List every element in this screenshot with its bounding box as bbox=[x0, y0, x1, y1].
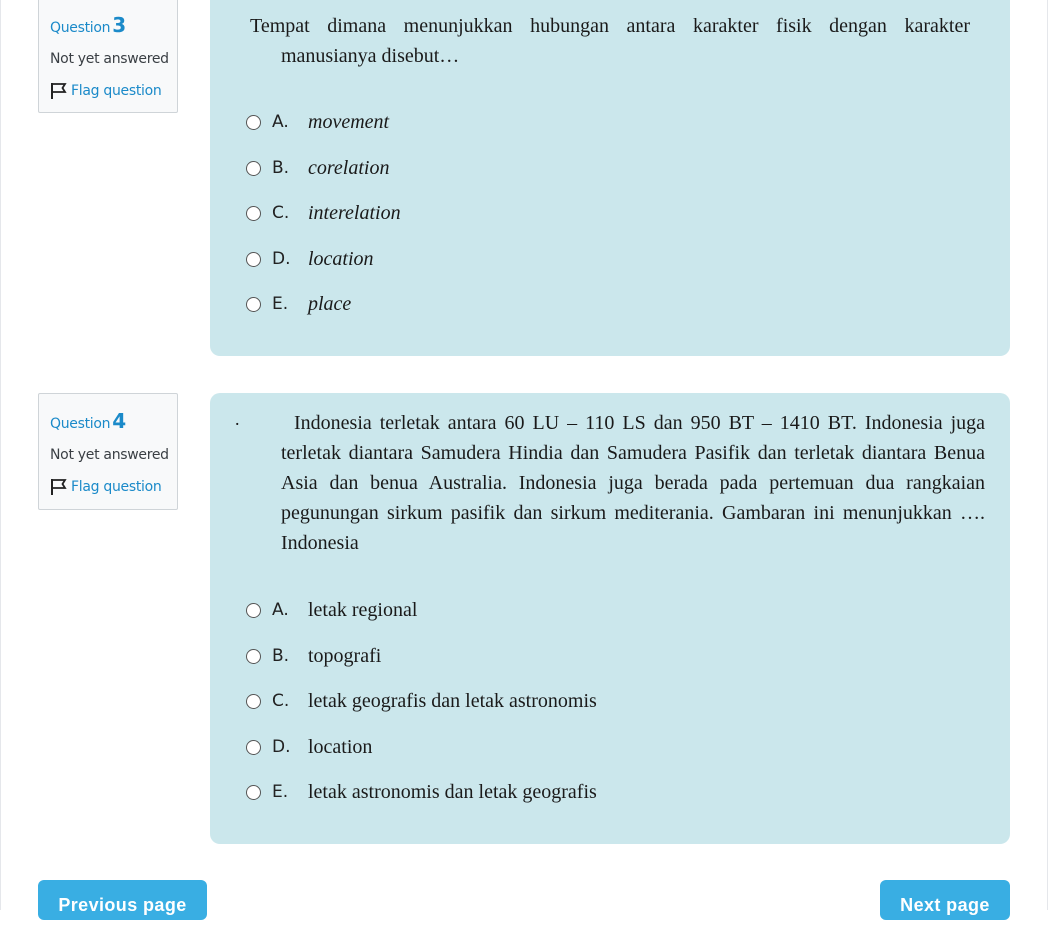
option-text: interelation bbox=[308, 201, 401, 224]
option-letter: B. bbox=[272, 158, 290, 178]
option-letter: A. bbox=[272, 600, 289, 620]
question-3-info bbox=[38, 0, 178, 113]
question-number-value: 3 bbox=[112, 13, 126, 37]
radio-button[interactable] bbox=[246, 694, 261, 709]
radio-button[interactable] bbox=[246, 740, 261, 755]
question-state: Not yet answered bbox=[50, 447, 169, 463]
question-text-line: terletak diantara Samudera Hindia dan Samudera Pasifik dan terletak diantara Benua bbox=[281, 442, 985, 464]
question-4-content bbox=[210, 393, 1010, 844]
option-text: location bbox=[308, 247, 374, 270]
option-d[interactable] bbox=[246, 244, 374, 274]
option-letter: D. bbox=[272, 249, 291, 269]
option-a[interactable] bbox=[246, 595, 417, 625]
option-b[interactable] bbox=[246, 153, 389, 183]
question-label: Question bbox=[50, 20, 111, 36]
flag-question-label: Flag question bbox=[71, 83, 162, 99]
flag-question-button[interactable] bbox=[50, 478, 177, 496]
radio-button[interactable] bbox=[246, 161, 261, 176]
flag-icon bbox=[50, 478, 68, 496]
question-3-content bbox=[210, 0, 1010, 356]
flag-question-label: Flag question bbox=[71, 479, 162, 495]
option-text: place bbox=[308, 292, 352, 315]
option-text: movement bbox=[308, 110, 390, 133]
option-letter: D. bbox=[272, 737, 291, 757]
radio-button[interactable] bbox=[246, 603, 261, 618]
option-letter: E. bbox=[272, 782, 289, 802]
previous-page-button[interactable]: Previous page bbox=[38, 880, 207, 920]
next-page-button[interactable]: Next page bbox=[880, 880, 1010, 920]
question-state: Not yet answered bbox=[50, 51, 169, 67]
option-e[interactable] bbox=[246, 289, 351, 319]
option-text: location bbox=[308, 735, 373, 758]
radio-button[interactable] bbox=[246, 649, 261, 664]
option-text: letak regional bbox=[308, 598, 418, 621]
radio-button[interactable] bbox=[246, 115, 261, 130]
question-text-line: pegunungan sirkum pasifik dan sirkum mediterania. Gambaran ini menunjukkan …. bbox=[281, 502, 985, 524]
option-e[interactable] bbox=[246, 777, 597, 807]
option-d[interactable] bbox=[246, 732, 372, 762]
option-c[interactable] bbox=[246, 686, 597, 716]
option-letter: B. bbox=[272, 646, 290, 666]
flag-question-button[interactable] bbox=[50, 82, 177, 100]
option-c[interactable] bbox=[246, 198, 401, 228]
option-letter: A. bbox=[272, 112, 289, 132]
flag-icon bbox=[50, 82, 68, 100]
option-text: topografi bbox=[308, 644, 382, 667]
radio-button[interactable] bbox=[246, 252, 261, 267]
question-text bbox=[281, 408, 985, 558]
option-text: letak astronomis dan letak geografis bbox=[308, 780, 597, 803]
question-lead-mark: . bbox=[235, 409, 240, 429]
option-a[interactable] bbox=[246, 107, 389, 137]
question-number bbox=[50, 13, 177, 37]
option-letter: C. bbox=[272, 691, 290, 711]
question-text bbox=[250, 11, 970, 71]
option-b[interactable] bbox=[246, 641, 381, 671]
radio-button[interactable] bbox=[246, 785, 261, 800]
question-text-line: Asia dan benua Australia. Indonesia juga berada pada pertemuan dua rangkaian bbox=[281, 472, 985, 494]
radio-button[interactable] bbox=[246, 206, 261, 221]
question-text-line: manusianya disebut… bbox=[281, 45, 460, 67]
option-letter: C. bbox=[272, 203, 290, 223]
question-number-value: 4 bbox=[112, 409, 126, 433]
question-text-line: Tempat dimana menunjukkan hubungan antara karakter fisik dengan karakter bbox=[250, 15, 970, 37]
question-label: Question bbox=[50, 416, 111, 432]
option-text: letak geografis dan letak astronomis bbox=[308, 689, 597, 712]
question-text-line: Indonesia terletak antara 60 LU – 110 LS dan 950 BT – 1410 BT. Indonesia juga bbox=[294, 412, 985, 434]
question-text-line: Indonesia bbox=[281, 532, 359, 554]
option-letter: E. bbox=[272, 294, 289, 314]
radio-button[interactable] bbox=[246, 297, 261, 312]
question-4-info bbox=[38, 393, 178, 510]
option-text: corelation bbox=[308, 156, 390, 179]
question-number bbox=[50, 409, 177, 433]
